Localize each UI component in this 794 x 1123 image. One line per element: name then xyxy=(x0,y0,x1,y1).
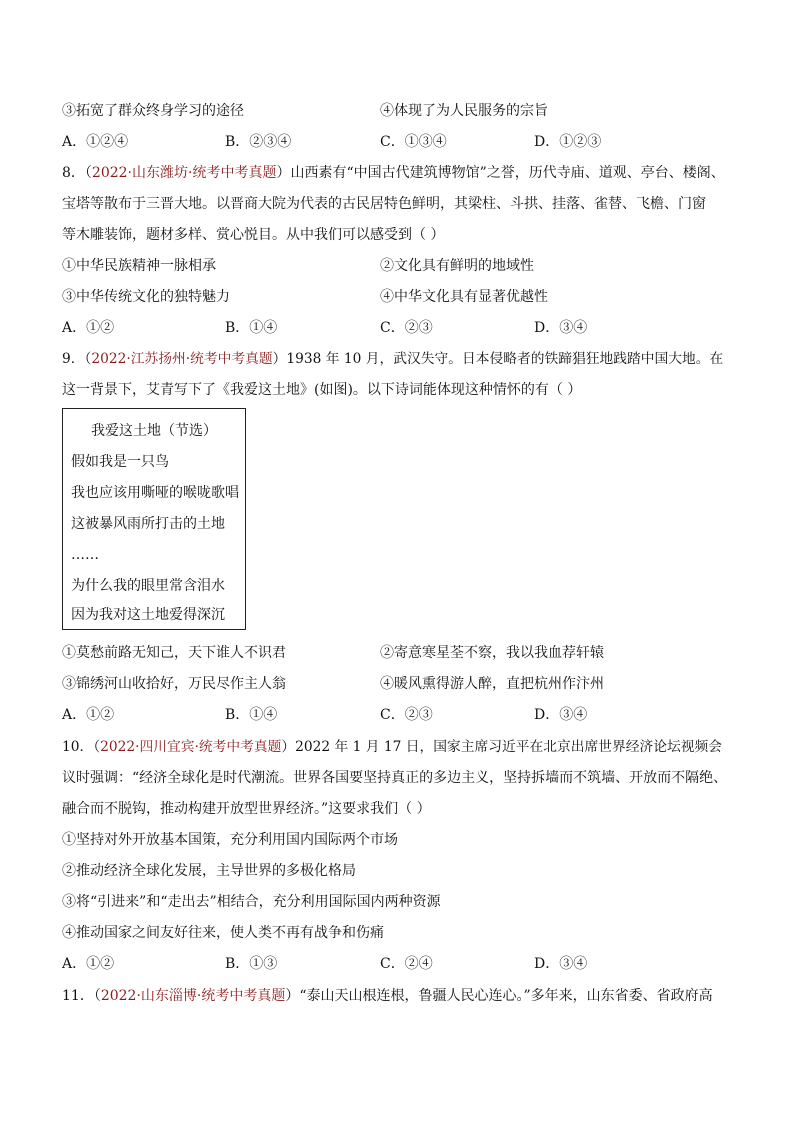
q10-source: 2022·四川宜宾·统考中考真题 xyxy=(100,739,282,755)
poem-title: 我爱这土地（节选） xyxy=(91,423,217,439)
q8-stem-line-1 xyxy=(62,163,725,183)
poem-line-2: 我也应该用嘶哑的喉咙歌唱 xyxy=(71,485,239,501)
poem-ellipsis: …… xyxy=(71,547,99,563)
q8-options-row-1 xyxy=(62,256,742,276)
q9-stem-line-2: 这一背景下，艾青写下了《我爱这土地》(如图)。以下诗词能体现这种情怀的有（ ） xyxy=(62,382,582,398)
poem-box xyxy=(62,408,246,630)
q10-option-3: ③将“引进来”和“走出去”相结合，充分利用国际国内两种资源 xyxy=(62,894,441,910)
q8-stem-text: 山西素有“中国古代建筑博物馆”之誉，历代寺庙、道观、亭台、楼阁、 xyxy=(290,165,725,181)
q8-option-3: ③中华传统文化的独特魅力 xyxy=(62,289,230,305)
q9-option-4: ④暖风熏得游人醉，直把杭州作汴州 xyxy=(380,676,604,692)
q7-choices xyxy=(62,132,742,152)
q9-stem-text: 1938 年 10 月，武汉失守。日本侵略者的铁蹄猖狂地践踏中国大地。在 xyxy=(286,351,724,367)
q11-stem-line-1 xyxy=(62,986,713,1006)
q10-stem-line-1 xyxy=(62,737,722,757)
q8-options-row-2 xyxy=(62,287,742,307)
q8-choice-d: D．③④ xyxy=(534,320,588,336)
poem-line-4: 为什么我的眼里常含泪水 xyxy=(71,578,225,594)
q7-options-row-2 xyxy=(62,101,742,121)
q9-choice-c: C．②③ xyxy=(380,707,433,723)
q7-choice-c: C．①③④ xyxy=(380,134,447,150)
q11-source: 2022·山东淄博·统考中考真题 xyxy=(100,988,286,1004)
poem-line-3: 这被暴风雨所打击的土地 xyxy=(71,516,225,532)
q11-number: 11．（ xyxy=(62,988,101,1004)
q10-stem-text: 2022 年 1 月 17 日，国家主席习近平在北京出席世界经济论坛视频会 xyxy=(295,739,722,755)
q9-source: 2022·江苏扬州·统考中考真题 xyxy=(91,351,273,367)
q10-number: 10．（ xyxy=(62,739,101,755)
q8-choice-b: B．①④ xyxy=(225,320,278,336)
q7-choice-d: D．①②③ xyxy=(534,134,602,150)
q10-choice-b: B．①③ xyxy=(225,956,278,972)
q8-number: 8．（ xyxy=(62,165,92,181)
q8-choice-a: A．①② xyxy=(62,320,115,336)
q10-stem-line-2: 议时强调：“经济全球化是时代潮流。世界各国要坚持真正的多边主义，坚持拆墙而不筑墙、开放而不隔绝、 xyxy=(62,770,728,786)
q10-choices xyxy=(62,954,742,974)
q8-stem-line-2: 宝塔等散布于三晋大地。以晋商大院为代表的古民居特色鲜明，其梁柱、斗拱、挂落、雀替、飞檐、门窗 xyxy=(62,196,706,212)
q11-source-close: ） xyxy=(285,988,300,1004)
q8-source: 2022·山东潍坊·统考中考真题 xyxy=(91,165,277,181)
q8-source-close: ） xyxy=(276,165,291,181)
poem-line-5: 因为我对这土地爱得深沉 xyxy=(71,607,225,623)
q10-option-1: ①坚持对外开放基本国策，充分利用国内国际两个市场 xyxy=(62,832,398,848)
q7-option-4: ④体现了为人民服务的宗旨 xyxy=(380,103,548,119)
q8-option-4: ④中华文化具有显著优越性 xyxy=(380,289,548,305)
q10-option-2: ②推动经济全球化发展，主导世界的多极化格局 xyxy=(62,863,356,879)
q10-stem-line-3: 融合而不脱钩，推动构建开放型世界经济。”这要求我们（ ） xyxy=(62,801,431,817)
q8-choices xyxy=(62,318,742,338)
q10-option-4: ④推动国家之间友好往来，使人类不再有战争和伤痛 xyxy=(62,925,384,941)
poem-line-1: 假如我是一只鸟 xyxy=(71,454,169,470)
q9-option-3: ③锦绣河山收拾好，万民尽作主人翁 xyxy=(62,676,286,692)
q8-stem-line-3: 等木雕装饰，题材多样、赏心悦目。从中我们可以感受到（ ） xyxy=(62,227,445,243)
q10-choice-a: A．①② xyxy=(62,956,115,972)
q9-source-close: ） xyxy=(272,351,287,367)
q11-stem-text: “泰山天山根连根，鲁疆人民心连心。”多年来，山东省委、省政府高 xyxy=(299,988,713,1004)
q7-choice-a: A．①②④ xyxy=(62,134,129,150)
q9-choice-b: B．①④ xyxy=(225,707,278,723)
q8-choice-c: C．②③ xyxy=(380,320,433,336)
q8-option-2: ②文化具有鲜明的地域性 xyxy=(380,258,534,274)
q7-choice-b: B．②③④ xyxy=(225,134,292,150)
q9-option-2: ②寄意寒星荃不察，我以我血荐轩辕 xyxy=(380,645,604,661)
q9-options-row-1 xyxy=(62,643,742,663)
q10-source-close: ） xyxy=(281,739,296,755)
q8-option-1: ①中华民族精神一脉相承 xyxy=(62,258,216,274)
q9-choice-d: D．③④ xyxy=(534,707,588,723)
q9-stem-line-1 xyxy=(62,349,723,369)
q7-option-3: ③拓宽了群众终身学习的途径 xyxy=(62,103,244,119)
q9-options-row-2 xyxy=(62,674,742,694)
q9-choice-a: A．①② xyxy=(62,707,115,723)
q9-option-1: ①莫愁前路无知己，天下谁人不识君 xyxy=(62,645,286,661)
q9-number: 9．（ xyxy=(62,351,92,367)
q9-choices xyxy=(62,705,742,725)
q10-choice-c: C．②④ xyxy=(380,956,433,972)
q10-choice-d: D．③④ xyxy=(534,956,588,972)
